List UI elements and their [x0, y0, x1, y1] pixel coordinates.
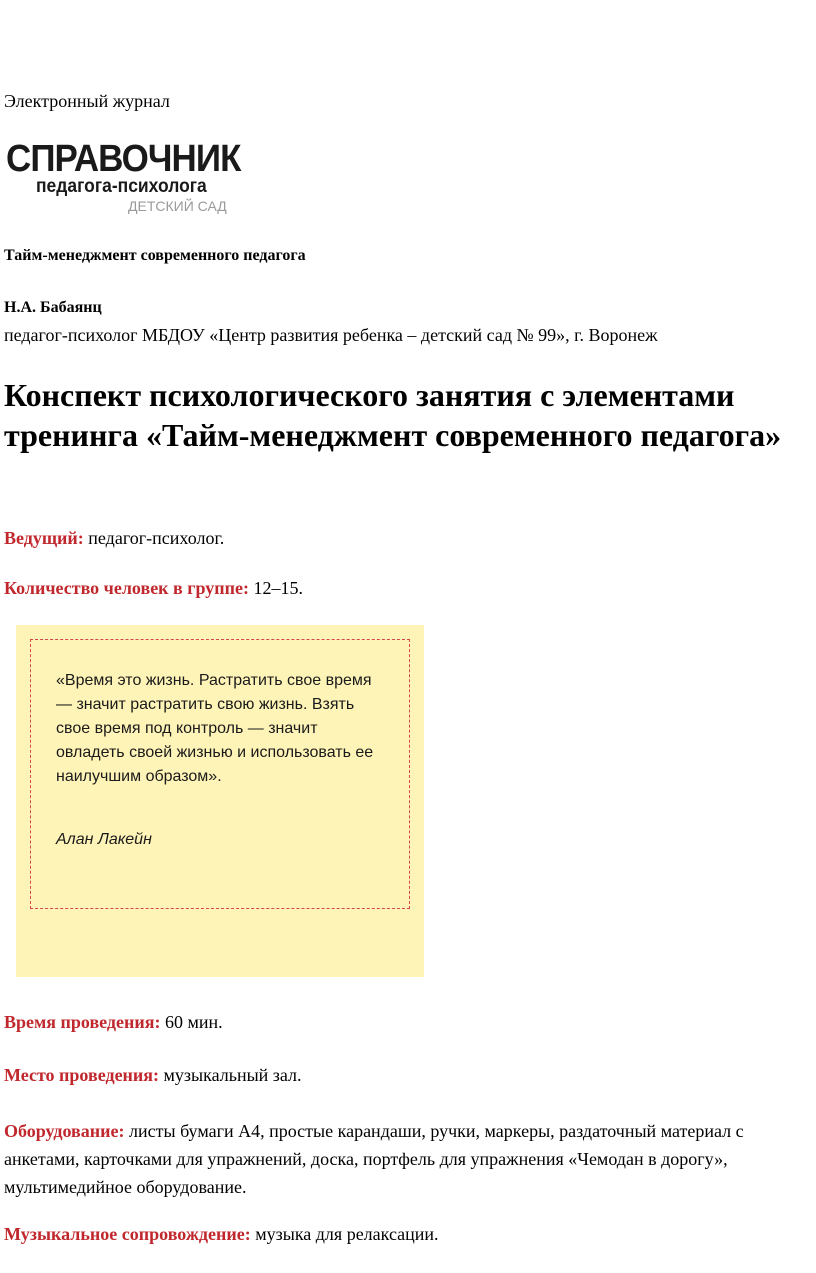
field-leader-value: педагог-психолог. — [83, 528, 225, 548]
author-name: Н.А. Бабаянц — [4, 299, 102, 316]
logo-title: СПРАВОЧНИК — [6, 138, 241, 180]
field-leader — [4, 528, 224, 549]
field-duration-label: Время проведения: — [4, 1012, 161, 1032]
logo-tagline: ДЕТСКИЙ САД — [128, 198, 227, 214]
field-equipment-value: листы бумаги А4, простые карандаши, ручки, маркеры, раздаточный материал с анкетами, карточками для упражнений, доска, портфель для упражнения «Чемодан в дорогу», мультимедийное оборудование. — [4, 1121, 744, 1197]
field-duration-value: 60 мин. — [160, 1012, 223, 1032]
field-place-value: музыкальный зал. — [159, 1065, 302, 1085]
field-equipment-label: Оборудование: — [4, 1121, 125, 1141]
logo-subtitle: педагога-психолога — [36, 176, 207, 197]
field-leader-label: Ведущий: — [4, 528, 84, 548]
author-position: педагог-психолог МБДОУ «Центр развития ребенка – детский сад № 99», г. Воронеж — [4, 325, 658, 345]
quote-author: Алан Лакейн — [56, 831, 152, 848]
field-music-value: музыка для релаксации. — [250, 1224, 439, 1244]
magazine-logo — [6, 140, 246, 218]
quote-box — [16, 625, 424, 977]
field-music-label: Музыкальное сопровождение: — [4, 1224, 251, 1244]
field-duration — [4, 1012, 223, 1033]
field-place — [4, 1065, 302, 1086]
article-short-title: Тайм-менеджмент современного педагога — [4, 247, 306, 264]
field-group-size-label: Количество человек в группе: — [4, 578, 249, 598]
page-title: Конспект психологического занятия с элементами тренинга «Тайм-менеджмент современного педагога» — [4, 377, 782, 453]
field-equipment — [4, 1117, 816, 1201]
field-group-size — [4, 578, 303, 599]
field-place-label: Место проведения: — [4, 1065, 160, 1085]
field-group-size-value: 12–15. — [248, 578, 303, 598]
journal-label: Электронный журнал — [4, 91, 170, 111]
quote-text: «Время это жизнь. Растратить свое время — значит растратить свою жизнь. Взять свое время под контроль — значит овладеть своей жизнью и использовать ее наилучшим образом». — [56, 672, 374, 785]
field-music — [4, 1224, 439, 1245]
